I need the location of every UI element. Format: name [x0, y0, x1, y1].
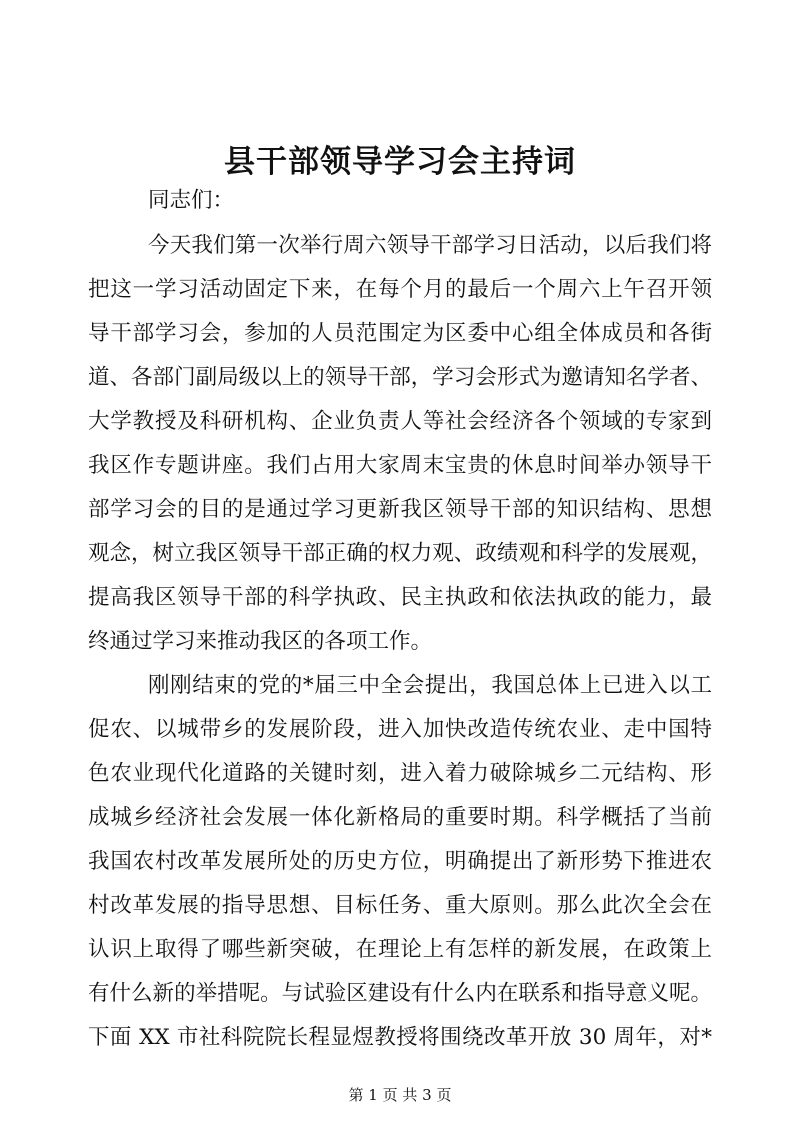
paragraph-2-line: 促农、以城带乡的发展阶段，进入加快改造传统农业、走中国特 [88, 717, 712, 742]
paragraph-2-line: 色农业现代化道路的关键时刻，进入着力破除城乡二元结构、形 [88, 761, 712, 786]
document-title: 县干部领导学习会主持词 [224, 144, 576, 180]
paragraph-1-line: 观念，树立我区领导干部正确的权力观、政绩观和科学的发展观， [88, 541, 712, 566]
page-footer: 第 1 页 共 3 页 [348, 1086, 452, 1104]
paragraph-2-line: 成城乡经济社会发展一体化新格局的重要时期。科学概括了当前 [88, 805, 712, 830]
paragraph-2-line: 认识上取得了哪些新突破，在理论上有怎样的新发展，在政策上 [88, 937, 712, 962]
paragraph-1-line: 导干部学习会，参加的人员范围定为区委中心组全体成员和各街 [88, 321, 712, 346]
paragraph-1-line: 今天我们第一次举行周六领导干部学习日活动，以后我们将 [148, 233, 712, 258]
paragraph-2-line: 我国农村改革发展所处的历史方位，明确提出了新形势下推进农 [88, 849, 712, 874]
paragraph-2-line: 刚刚结束的党的*届三中全会提出，我国总体上已进入以工 [148, 673, 712, 698]
paragraph-1-line: 部学习会的目的是通过学习更新我区领导干部的知识结构、思想 [88, 497, 712, 522]
salutation: 同志们： [148, 188, 235, 213]
paragraph-1-line: 终通过学习来推动我区的各项工作。 [88, 629, 433, 654]
paragraph-1-line: 我区作专题讲座。我们占用大家周末宝贵的休息时间举办领导干 [88, 453, 712, 478]
paragraph-1-line: 把这一学习活动固定下来，在每个月的最后一个周六上午召开领 [88, 277, 712, 302]
paragraph-1-line: 提高我区领导干部的科学执政、民主执政和依法执政的能力，最 [88, 585, 712, 610]
paragraph-2-line: 村改革发展的指导思想、目标任务、重大原则。那么此次全会在 [88, 893, 712, 918]
paragraph-2-line: 有什么新的举措呢。与试验区建设有什么内在联系和指导意义呢。 [88, 981, 712, 1006]
paragraph-1-line: 道、各部门副局级以上的领导干部，学习会形式为邀请知名学者、 [88, 365, 712, 390]
paragraph-1-line: 大学教授及科研机构、企业负责人等社会经济各个领域的专家到 [88, 409, 712, 434]
paragraph-2-line: 下面 XX 市社科院院长程显煜教授将围绕改革开放 30 周年，对* [88, 1025, 712, 1050]
